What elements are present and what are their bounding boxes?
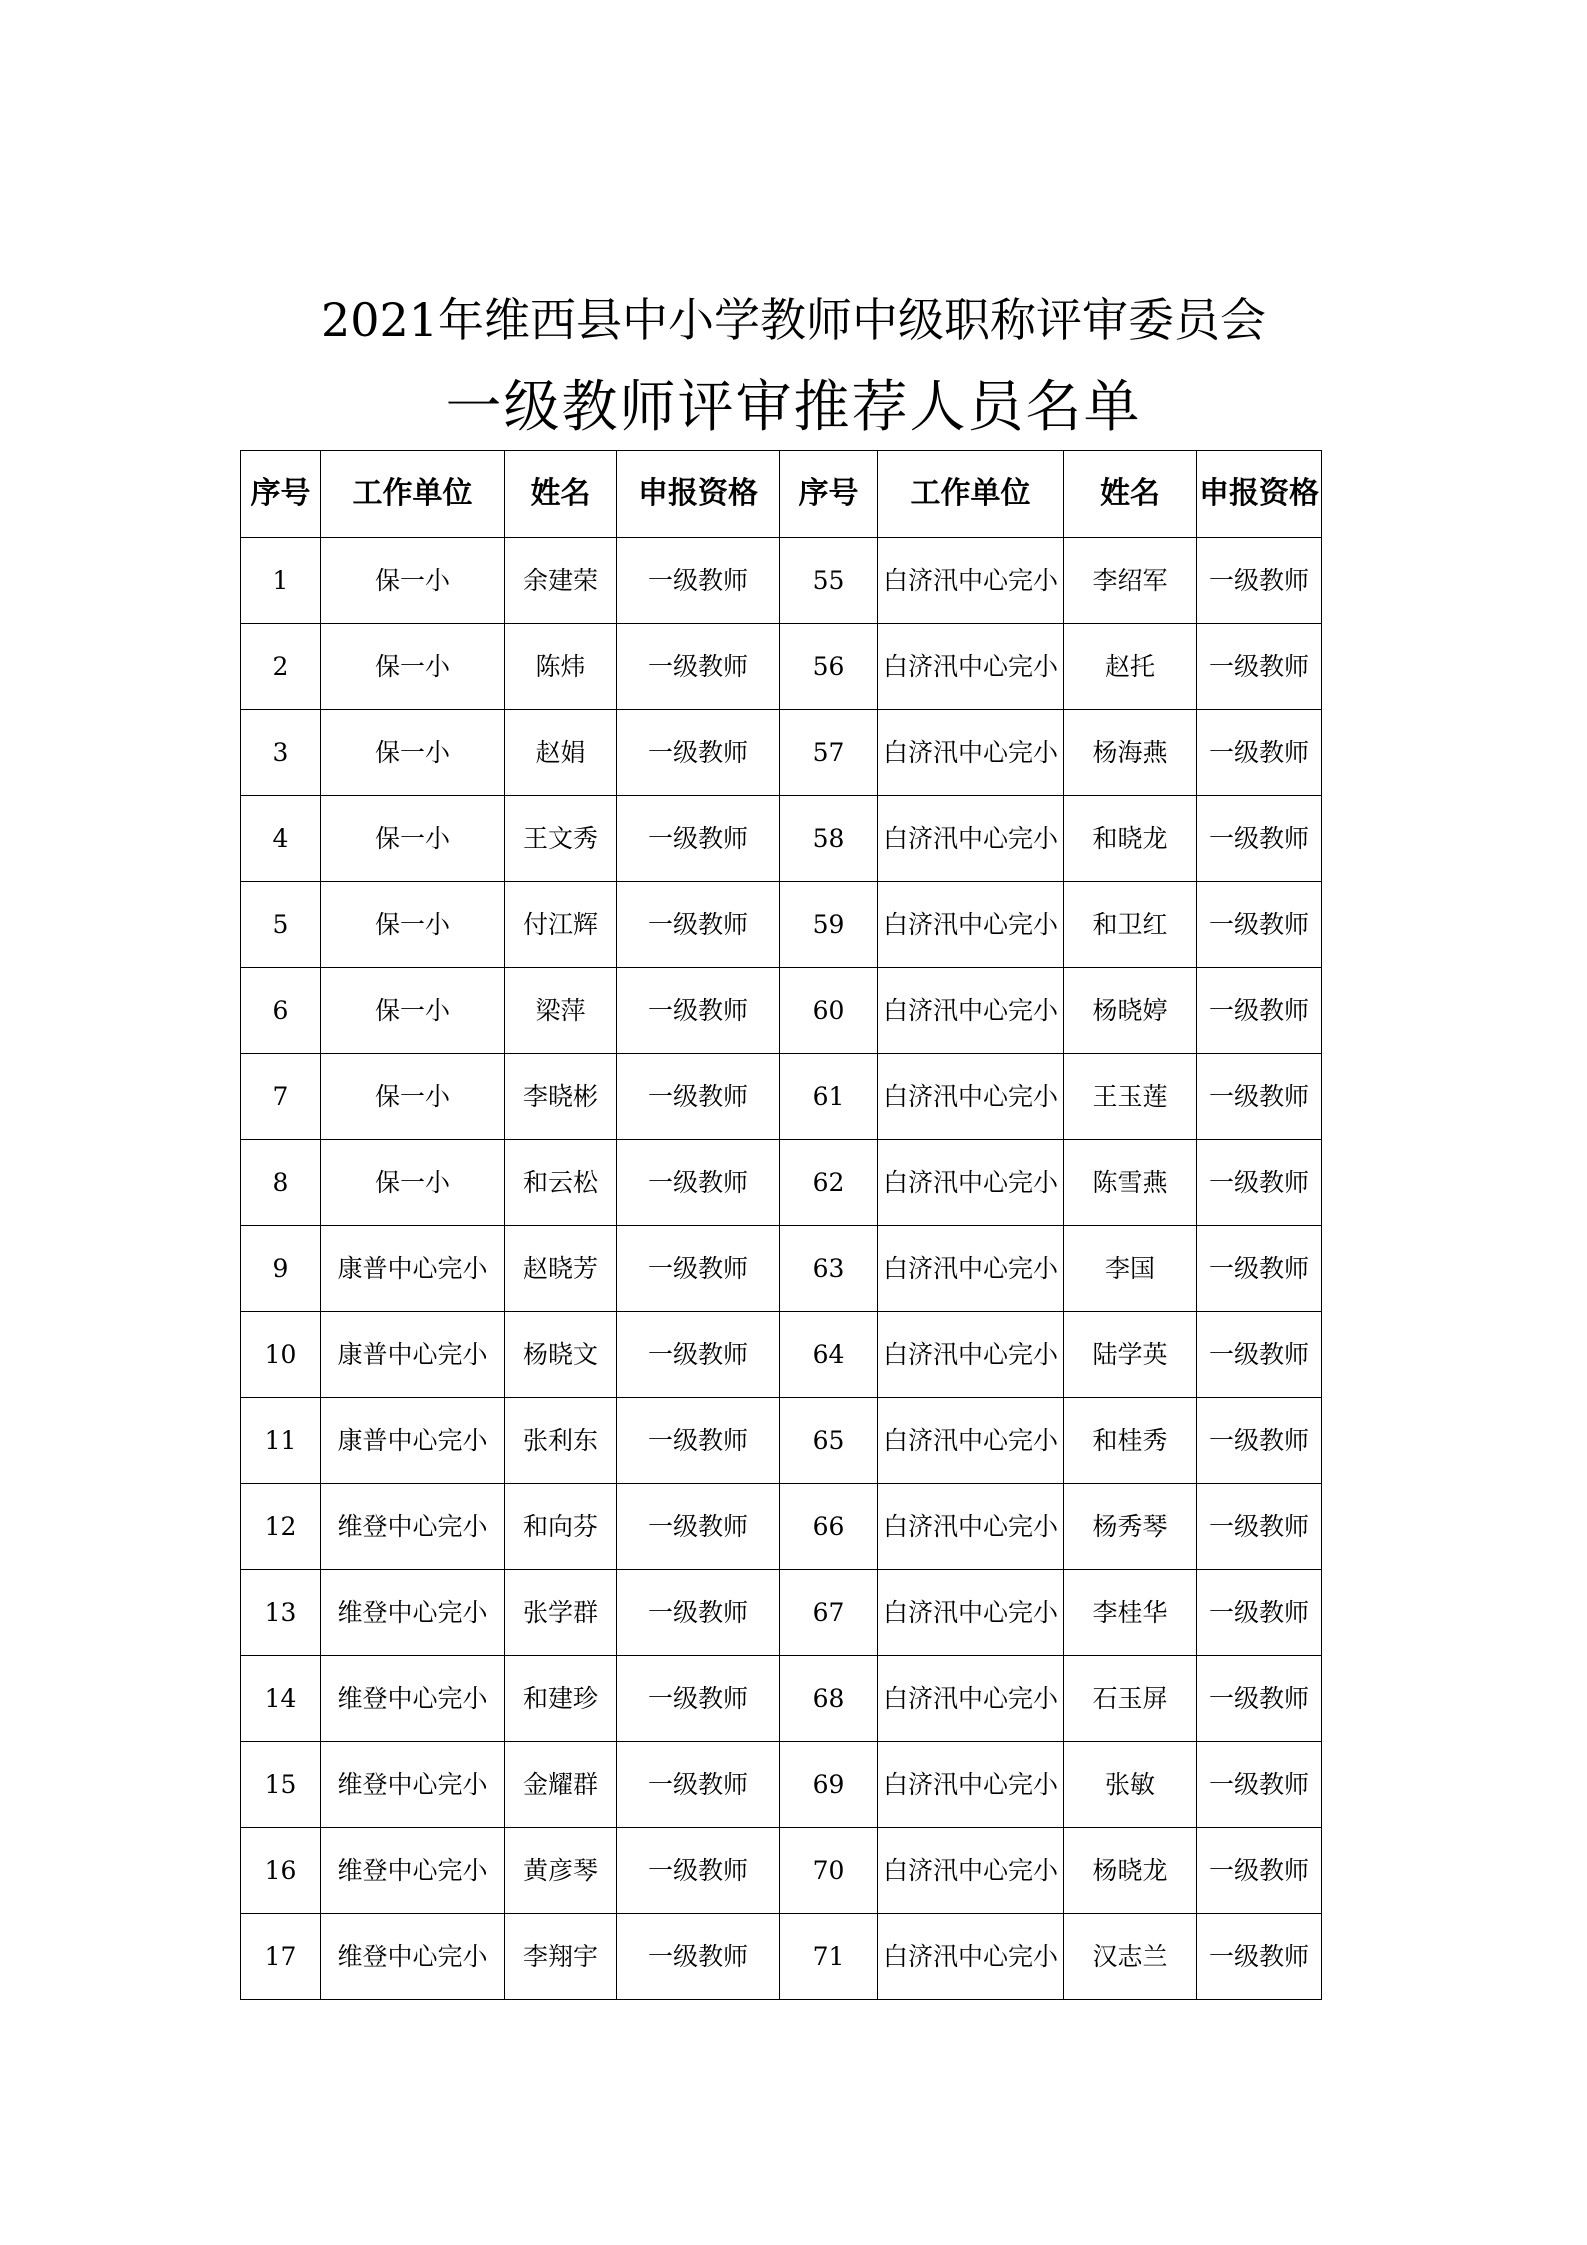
table-row: [241, 1054, 1322, 1140]
table-row: [241, 796, 1322, 882]
cell-seq-left: 2: [241, 624, 321, 710]
cell-unit-left: 保一小: [321, 796, 505, 882]
cell-seq-left: 9: [241, 1226, 321, 1312]
cell-qualification-left: 一级教师: [617, 1570, 780, 1656]
table-row: [241, 1570, 1322, 1656]
table-header-row: [241, 451, 1322, 538]
cell-name-left: 陈炜: [505, 624, 617, 710]
cell-seq-right: 69: [780, 1742, 878, 1828]
cell-qualification-right: 一级教师: [1197, 1570, 1322, 1656]
cell-unit-left: 维登中心完小: [321, 1570, 505, 1656]
cell-unit-left: 维登中心完小: [321, 1828, 505, 1914]
cell-unit-left: 保一小: [321, 1140, 505, 1226]
cell-seq-right: 70: [780, 1828, 878, 1914]
cell-unit-right: 白济汛中心完小: [878, 968, 1064, 1054]
cell-name-left: 金耀群: [505, 1742, 617, 1828]
cell-seq-left: 6: [241, 968, 321, 1054]
cell-qualification-right: 一级教师: [1197, 1054, 1322, 1140]
cell-seq-right: 67: [780, 1570, 878, 1656]
cell-seq-right: 58: [780, 796, 878, 882]
cell-qualification-right: 一级教师: [1197, 624, 1322, 710]
cell-name-right: 杨秀琴: [1064, 1484, 1197, 1570]
header-qualification-right: 申报资格: [1197, 451, 1322, 538]
cell-name-right: 赵托: [1064, 624, 1197, 710]
cell-seq-left: 16: [241, 1828, 321, 1914]
cell-unit-left: 康普中心完小: [321, 1312, 505, 1398]
cell-seq-right: 57: [780, 710, 878, 796]
cell-qualification-left: 一级教师: [617, 1226, 780, 1312]
cell-qualification-left: 一级教师: [617, 1140, 780, 1226]
cell-qualification-left: 一级教师: [617, 968, 780, 1054]
cell-name-right: 张敏: [1064, 1742, 1197, 1828]
cell-name-right: 和晓龙: [1064, 796, 1197, 882]
cell-qualification-left: 一级教师: [617, 882, 780, 968]
cell-unit-right: 白济汛中心完小: [878, 1312, 1064, 1398]
cell-name-left: 黄彦琴: [505, 1828, 617, 1914]
cell-name-left: 和向芬: [505, 1484, 617, 1570]
cell-unit-right: 白济汛中心完小: [878, 624, 1064, 710]
table-row: [241, 1828, 1322, 1914]
cell-seq-right: 64: [780, 1312, 878, 1398]
cell-qualification-left: 一级教师: [617, 624, 780, 710]
cell-qualification-right: 一级教师: [1197, 1914, 1322, 2000]
cell-seq-left: 15: [241, 1742, 321, 1828]
cell-unit-left: 康普中心完小: [321, 1226, 505, 1312]
cell-qualification-left: 一级教师: [617, 796, 780, 882]
cell-seq-left: 5: [241, 882, 321, 968]
cell-name-right: 李国: [1064, 1226, 1197, 1312]
cell-seq-left: 12: [241, 1484, 321, 1570]
cell-seq-left: 1: [241, 538, 321, 624]
cell-qualification-right: 一级教师: [1197, 1226, 1322, 1312]
cell-qualification-right: 一级教师: [1197, 1398, 1322, 1484]
cell-name-right: 李绍军: [1064, 538, 1197, 624]
cell-qualification-left: 一级教师: [617, 1828, 780, 1914]
candidate-table: [240, 450, 1322, 2000]
cell-qualification-right: 一级教师: [1197, 796, 1322, 882]
table-row: [241, 1140, 1322, 1226]
cell-unit-left: 维登中心完小: [321, 1742, 505, 1828]
cell-qualification-right: 一级教师: [1197, 968, 1322, 1054]
header-qualification-left: 申报资格: [617, 451, 780, 538]
cell-qualification-right: 一级教师: [1197, 882, 1322, 968]
cell-qualification-left: 一级教师: [617, 710, 780, 796]
cell-name-left: 赵娟: [505, 710, 617, 796]
cell-seq-right: 68: [780, 1656, 878, 1742]
cell-name-right: 陆学英: [1064, 1312, 1197, 1398]
cell-name-right: 和卫红: [1064, 882, 1197, 968]
cell-seq-left: 4: [241, 796, 321, 882]
header-seq-left: 序号: [241, 451, 321, 538]
cell-qualification-right: 一级教师: [1197, 1656, 1322, 1742]
cell-name-right: 王玉莲: [1064, 1054, 1197, 1140]
table-row: [241, 1656, 1322, 1742]
cell-name-left: 赵晓芳: [505, 1226, 617, 1312]
cell-qualification-right: 一级教师: [1197, 538, 1322, 624]
cell-qualification-right: 一级教师: [1197, 1742, 1322, 1828]
cell-unit-right: 白济汛中心完小: [878, 1140, 1064, 1226]
cell-unit-left: 保一小: [321, 1054, 505, 1140]
cell-name-right: 杨晓婷: [1064, 968, 1197, 1054]
cell-qualification-left: 一级教师: [617, 1656, 780, 1742]
cell-qualification-right: 一级教师: [1197, 710, 1322, 796]
cell-name-left: 和云松: [505, 1140, 617, 1226]
cell-seq-right: 55: [780, 538, 878, 624]
cell-name-left: 张利东: [505, 1398, 617, 1484]
document-title-line1: 2021年维西县中小学教师中级职称评审委员会: [320, 293, 1267, 347]
cell-unit-right: 白济汛中心完小: [878, 1656, 1064, 1742]
cell-qualification-right: 一级教师: [1197, 1312, 1322, 1398]
cell-name-left: 李晓彬: [505, 1054, 617, 1140]
table-row: [241, 1226, 1322, 1312]
cell-seq-right: 71: [780, 1914, 878, 2000]
table-row: [241, 710, 1322, 796]
cell-name-right: 汉志兰: [1064, 1914, 1197, 2000]
cell-unit-left: 维登中心完小: [321, 1914, 505, 2000]
cell-seq-right: 66: [780, 1484, 878, 1570]
cell-name-right: 和桂秀: [1064, 1398, 1197, 1484]
cell-unit-right: 白济汛中心完小: [878, 1742, 1064, 1828]
cell-seq-left: 17: [241, 1914, 321, 2000]
cell-name-left: 余建荣: [505, 538, 617, 624]
cell-unit-right: 白济汛中心完小: [878, 1914, 1064, 2000]
header-unit-right: 工作单位: [878, 451, 1064, 538]
header-name-right: 姓名: [1064, 451, 1197, 538]
cell-qualification-left: 一级教师: [617, 538, 780, 624]
cell-seq-left: 13: [241, 1570, 321, 1656]
cell-qualification-right: 一级教师: [1197, 1140, 1322, 1226]
cell-name-right: 杨晓龙: [1064, 1828, 1197, 1914]
cell-unit-left: 保一小: [321, 538, 505, 624]
cell-qualification-left: 一级教师: [617, 1398, 780, 1484]
table-row: [241, 624, 1322, 710]
cell-seq-right: 65: [780, 1398, 878, 1484]
table-row: [241, 882, 1322, 968]
cell-seq-right: 59: [780, 882, 878, 968]
cell-unit-left: 保一小: [321, 710, 505, 796]
cell-name-left: 付江辉: [505, 882, 617, 968]
cell-unit-right: 白济汛中心完小: [878, 1226, 1064, 1312]
cell-unit-right: 白济汛中心完小: [878, 1398, 1064, 1484]
table-row: [241, 1398, 1322, 1484]
cell-seq-left: 7: [241, 1054, 321, 1140]
header-name-left: 姓名: [505, 451, 617, 538]
cell-name-right: 陈雪燕: [1064, 1140, 1197, 1226]
cell-name-right: 石玉屏: [1064, 1656, 1197, 1742]
cell-unit-right: 白济汛中心完小: [878, 1484, 1064, 1570]
cell-unit-right: 白济汛中心完小: [878, 882, 1064, 968]
cell-seq-right: 56: [780, 624, 878, 710]
cell-name-left: 王文秀: [505, 796, 617, 882]
cell-name-left: 和建珍: [505, 1656, 617, 1742]
cell-unit-right: 白济汛中心完小: [878, 710, 1064, 796]
table-row: [241, 1312, 1322, 1398]
cell-unit-left: 维登中心完小: [321, 1484, 505, 1570]
cell-seq-left: 8: [241, 1140, 321, 1226]
cell-unit-left: 维登中心完小: [321, 1656, 505, 1742]
cell-qualification-right: 一级教师: [1197, 1484, 1322, 1570]
cell-seq-left: 10: [241, 1312, 321, 1398]
cell-unit-right: 白济汛中心完小: [878, 538, 1064, 624]
cell-name-left: 张学群: [505, 1570, 617, 1656]
cell-unit-left: 保一小: [321, 624, 505, 710]
cell-name-right: 李桂华: [1064, 1570, 1197, 1656]
table-row: [241, 1914, 1322, 2000]
cell-qualification-left: 一级教师: [617, 1484, 780, 1570]
cell-unit-left: 保一小: [321, 968, 505, 1054]
cell-seq-right: 63: [780, 1226, 878, 1312]
table-row: [241, 1484, 1322, 1570]
cell-name-left: 李翔宇: [505, 1914, 617, 2000]
cell-seq-right: 61: [780, 1054, 878, 1140]
table-row: [241, 538, 1322, 624]
cell-name-right: 杨海燕: [1064, 710, 1197, 796]
cell-unit-right: 白济汛中心完小: [878, 796, 1064, 882]
cell-unit-right: 白济汛中心完小: [878, 1570, 1064, 1656]
cell-qualification-left: 一级教师: [617, 1742, 780, 1828]
header-seq-right: 序号: [780, 451, 878, 538]
cell-qualification-left: 一级教师: [617, 1312, 780, 1398]
cell-unit-right: 白济汛中心完小: [878, 1054, 1064, 1140]
cell-seq-left: 3: [241, 710, 321, 796]
cell-qualification-left: 一级教师: [617, 1914, 780, 2000]
cell-name-left: 杨晓文: [505, 1312, 617, 1398]
cell-name-left: 梁萍: [505, 968, 617, 1054]
cell-unit-left: 保一小: [321, 882, 505, 968]
cell-seq-right: 60: [780, 968, 878, 1054]
document-title-line2: 一级教师评审推荐人员名单: [445, 375, 1142, 440]
cell-unit-right: 白济汛中心完小: [878, 1828, 1064, 1914]
cell-seq-right: 62: [780, 1140, 878, 1226]
cell-unit-left: 康普中心完小: [321, 1398, 505, 1484]
cell-seq-left: 14: [241, 1656, 321, 1742]
header-unit-left: 工作单位: [321, 451, 505, 538]
cell-seq-left: 11: [241, 1398, 321, 1484]
cell-qualification-right: 一级教师: [1197, 1828, 1322, 1914]
cell-qualification-left: 一级教师: [617, 1054, 780, 1140]
table-row: [241, 1742, 1322, 1828]
table-row: [241, 968, 1322, 1054]
